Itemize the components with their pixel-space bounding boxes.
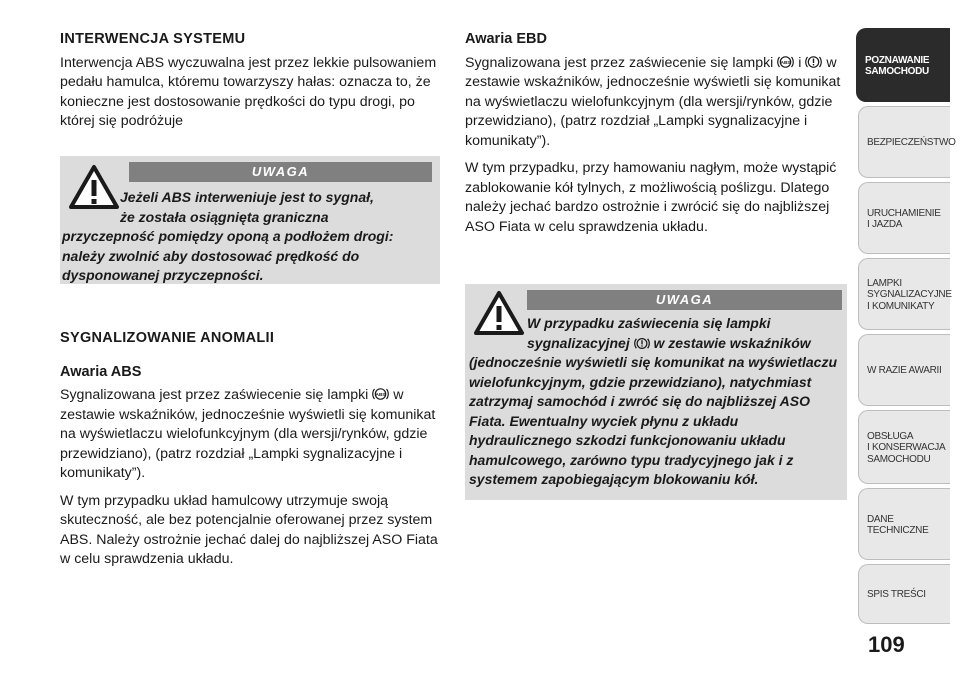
heading-abs-failure: Awaria ABS: [60, 363, 142, 380]
left-column: [60, 30, 442, 140]
abs-lamp-icon: [777, 54, 794, 70]
brake-warning-lamp-icon: [805, 54, 822, 70]
tab-label: W RAZIE AWARII: [867, 365, 942, 377]
warning-rest: (jednocześnie wyświetli się komunikat na wyświetlaczu wielofunkcyjnym, gdzie przewidziano), natychmiast zatrzymaj samochód i zwróć się do najbliższej ASO Fiata. Ewentualny wyciek płynu z układu hydraulicznego szkodzi funkcjonowaniu układu hamulcowego, zarówno typu tradycyjnego jak i z systemem zapobiegającym blokowaniu kół.: [469, 354, 838, 487]
tab-label: OBSŁUGA I KONSERWACJA SAMOCHODU: [867, 430, 946, 465]
warning-label: UWAGA: [527, 290, 842, 310]
ebd-failure-paragraph-2: W tym przypadku, przy hamowaniu nagłym, może wystąpić zablokowanie kół tylnych, z możliwością poślizgu. Dlatego należy jechać bardzo ostrożnie i zwrócić się do najbliższej ASO Fiata w celu sprawdzenia układu.: [465, 160, 837, 235]
tab-label: BEZPIECZEŃSTWO: [867, 137, 956, 149]
warning-box-ebd: [465, 284, 847, 500]
tab-w-razie-awarii[interactable]: [858, 334, 950, 406]
tab-obsluga-i-konserwacja[interactable]: [858, 410, 950, 484]
heading-system-intervention: INTERWENCJA SYSTEMU: [60, 31, 246, 47]
warning-box-abs: [60, 156, 440, 284]
warning-text: [469, 314, 841, 490]
tab-dane-techniczne[interactable]: [858, 488, 950, 560]
ebd-p1-and: i: [798, 54, 802, 71]
tab-uruchamienie-i-jazda[interactable]: [858, 182, 950, 254]
heading-ebd-failure: Awaria EBD: [465, 31, 547, 47]
ebd-p1-text-before: Sygnalizowana jest przez zaświecenie się lampki: [465, 54, 774, 71]
tab-label: DANE TECHNICZNE: [867, 513, 929, 536]
anomalies-section: [60, 329, 442, 578]
tab-label: SPIS TREŚCI: [867, 589, 926, 601]
svg-text:ABS: ABS: [375, 391, 386, 397]
chapter-tabs: [858, 0, 960, 677]
warning-text: [62, 188, 434, 286]
tab-bezpieczenstwo[interactable]: [858, 106, 956, 178]
warning-line-2-before: sygnalizacyjnej: [527, 334, 630, 351]
tab-spis-tresci[interactable]: [858, 564, 950, 624]
page-number: 109: [868, 632, 905, 657]
abs-p1-text-before: Sygnalizowana jest przez zaświecenie się lampki: [60, 387, 369, 403]
abs-p1-text-after: w zestawie wskaźników, jednocześnie wyświetli się komunikat na wyświetlaczu wielofunkcyjnym (dla wersji/rynków, gdzie przewidziano), (patrz rozdział „Lampki sygnalizacyjne i komunikaty”).: [60, 387, 436, 481]
svg-text:ABS: ABS: [780, 59, 791, 65]
tab-lampki-sygnalizacyjne[interactable]: [858, 258, 950, 330]
tab-label: URUCHAMIENIE I JAZDA: [867, 207, 941, 230]
ebd-p1-text-after: w zestawie wskaźników, jednocześnie wyświetli się komunikat na wyświetlaczu wielofunkcyjnym (dla wersji/rynków, gdzie przewidziano), (patrz rozdział „Lampki sygnalizacyjne i komunikaty”).: [465, 54, 841, 149]
brake-warning-lamp-icon: [634, 336, 650, 351]
warning-line-2: [469, 334, 841, 354]
abs-failure-paragraph-1: [60, 386, 442, 484]
warning-rest: przyczepność pomiędzy oponą a podłożem drogi: należy zwolnić aby dostosować prędkość do dysponowanej przyczepności.: [62, 228, 394, 283]
warning-line-1: W przypadku zaświecenia się lampki: [527, 315, 771, 331]
ebd-failure-paragraph-1: [465, 54, 847, 152]
warning-line-1: Jeżeli ABS interweniuje jest to sygnał,: [120, 189, 374, 205]
warning-label: UWAGA: [129, 162, 432, 182]
abs-lamp-icon: [372, 386, 389, 402]
intro-paragraph: Interwencja ABS wyczuwalna jest przez lekkie pulsowaniem pedału hamulca, któremu towarzyszy hałas: oznacza to, że konieczne jest dostosowanie prędkości do typu drogi, po której się podróżuje: [60, 54, 437, 129]
tab-poznawanie-samochodu[interactable]: [856, 28, 950, 102]
right-column: [465, 30, 847, 245]
warning-line-2: że została osiągnięta graniczna: [120, 208, 329, 225]
tab-label: POZNAWANIE SAMOCHODU: [865, 54, 930, 77]
abs-failure-paragraph-2: W tym przypadku układ hamulcowy utrzymuje swoją skuteczność, ale bez potencjalnie oferowanej przez system ABS. Należy ostrożnie jechać dalej do najbliższej ASO Fiata w celu sprawdzenia układu.: [60, 492, 438, 567]
heading-anomalies: SYGNALIZOWANIE ANOMALII: [60, 330, 275, 346]
tab-label: LAMPKI SYGNALIZACYJNE I KOMUNIKATY: [867, 277, 952, 312]
warning-line-2-after: w zestawie wskaźników: [653, 334, 811, 351]
